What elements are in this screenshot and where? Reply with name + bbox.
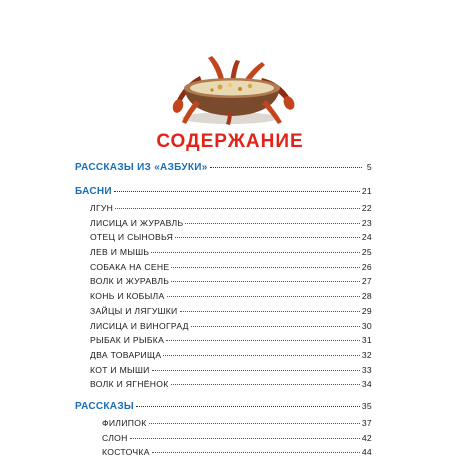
section-heading-label: БАСНИ	[75, 186, 112, 197]
toc-entry[interactable]	[75, 365, 372, 380]
dot-leader	[171, 267, 359, 268]
entry-title: СОБАКА НА СЕНЕ	[90, 261, 170, 272]
entry-title: РЫБАК И РЫБКА	[90, 335, 165, 346]
toc-section-heading[interactable]	[75, 186, 372, 203]
section-spacer	[75, 394, 372, 401]
toc-entry[interactable]	[75, 350, 372, 365]
dot-leader	[130, 438, 360, 439]
page-number: 28	[361, 291, 372, 302]
page-number: 31	[361, 335, 372, 346]
section-heading-label: РАССКАЗЫ ИЗ «АЗБУКИ»	[75, 162, 208, 173]
dot-leader	[151, 252, 359, 253]
toc-section	[75, 186, 372, 394]
entry-title: ЛИСИЦА И ВИНОГРАД	[90, 320, 189, 331]
page-number: 29	[361, 305, 372, 316]
dot-leader	[191, 326, 360, 327]
toc-entry[interactable]	[75, 276, 372, 291]
page-number: 5	[366, 162, 372, 172]
toc-section	[75, 401, 372, 462]
entry-title: ДВА ТОВАРИЩА	[90, 349, 162, 360]
page-number: 22	[361, 203, 372, 213]
dot-leader	[114, 191, 360, 192]
entry-title: ЗАЙЦЫ И ЛЯГУШКИ	[90, 305, 178, 316]
page-number: 42	[361, 432, 372, 443]
page-number: 32	[361, 349, 372, 360]
toc-entry[interactable]	[75, 218, 372, 233]
dot-leader	[166, 340, 360, 341]
entry-title: КОСТОЧКА	[102, 447, 150, 458]
entry-title: ФИЛИПОК	[102, 417, 147, 428]
dot-leader	[115, 208, 360, 209]
dot-leader	[152, 452, 360, 453]
dot-leader	[163, 355, 359, 356]
table-of-contents	[75, 162, 372, 462]
entry-title: ЛГУН	[90, 203, 114, 213]
dot-leader	[149, 423, 360, 424]
toc-entry[interactable]	[75, 203, 372, 218]
toc-entry[interactable]	[75, 291, 372, 306]
page-number: 34	[361, 379, 372, 390]
toc-entry[interactable]	[75, 418, 372, 433]
dot-leader	[171, 281, 360, 282]
section-heading-label: РАССКАЗЫ	[75, 400, 134, 412]
entry-title: ОТЕЦ И СЫНОВЬЯ	[90, 232, 174, 243]
entry-title: КОТ И МЫШИ	[90, 364, 150, 375]
dot-leader	[167, 296, 360, 297]
toc-section-heading[interactable]	[75, 401, 372, 418]
toc-entry[interactable]	[75, 247, 372, 262]
page-number: 26	[361, 261, 372, 272]
entry-title: ЛИСИЦА И ЖУРАВЛЬ	[90, 217, 184, 228]
page-number: 44	[361, 447, 372, 458]
toc-section-heading[interactable]	[75, 162, 372, 179]
page-title: СОДЕРЖАНИЕ	[156, 131, 304, 152]
entry-title: КОНЬ И КОБЫЛА	[90, 291, 165, 302]
toc-entry[interactable]	[75, 306, 372, 321]
page-number: 23	[361, 217, 372, 228]
toc-entry[interactable]	[75, 379, 372, 394]
toc-section	[75, 162, 372, 179]
toc-entry[interactable]	[75, 232, 372, 247]
section-spacer	[75, 179, 372, 186]
entry-title: ЛЕВ И МЫШЬ	[90, 247, 150, 258]
entry-title: СЛОН	[102, 432, 128, 443]
page-number: 21	[361, 186, 372, 196]
dot-leader	[185, 223, 359, 224]
toc-entry[interactable]	[75, 262, 372, 277]
page-number: 25	[361, 247, 372, 258]
dot-leader	[171, 384, 360, 385]
soup-bowl-with-spoons-icon	[170, 54, 296, 126]
entry-title: ВОЛК И ЖУРАВЛЬ	[90, 276, 170, 287]
page-number: 33	[361, 364, 372, 375]
dot-leader	[136, 406, 360, 407]
page-number: 37	[361, 417, 372, 428]
page-number: 30	[361, 320, 372, 331]
toc-entry[interactable]	[75, 433, 372, 448]
dot-leader	[180, 311, 360, 312]
dot-leader	[175, 237, 360, 238]
dot-leader	[152, 370, 360, 371]
toc-entry[interactable]	[75, 335, 372, 350]
page-number: 27	[361, 276, 372, 287]
entry-title: ВОЛК И ЯГНЁНОК	[90, 379, 169, 390]
toc-entry[interactable]	[75, 321, 372, 336]
page-number: 35	[361, 400, 372, 411]
page-number: 24	[361, 232, 372, 243]
dot-leader	[210, 167, 362, 168]
